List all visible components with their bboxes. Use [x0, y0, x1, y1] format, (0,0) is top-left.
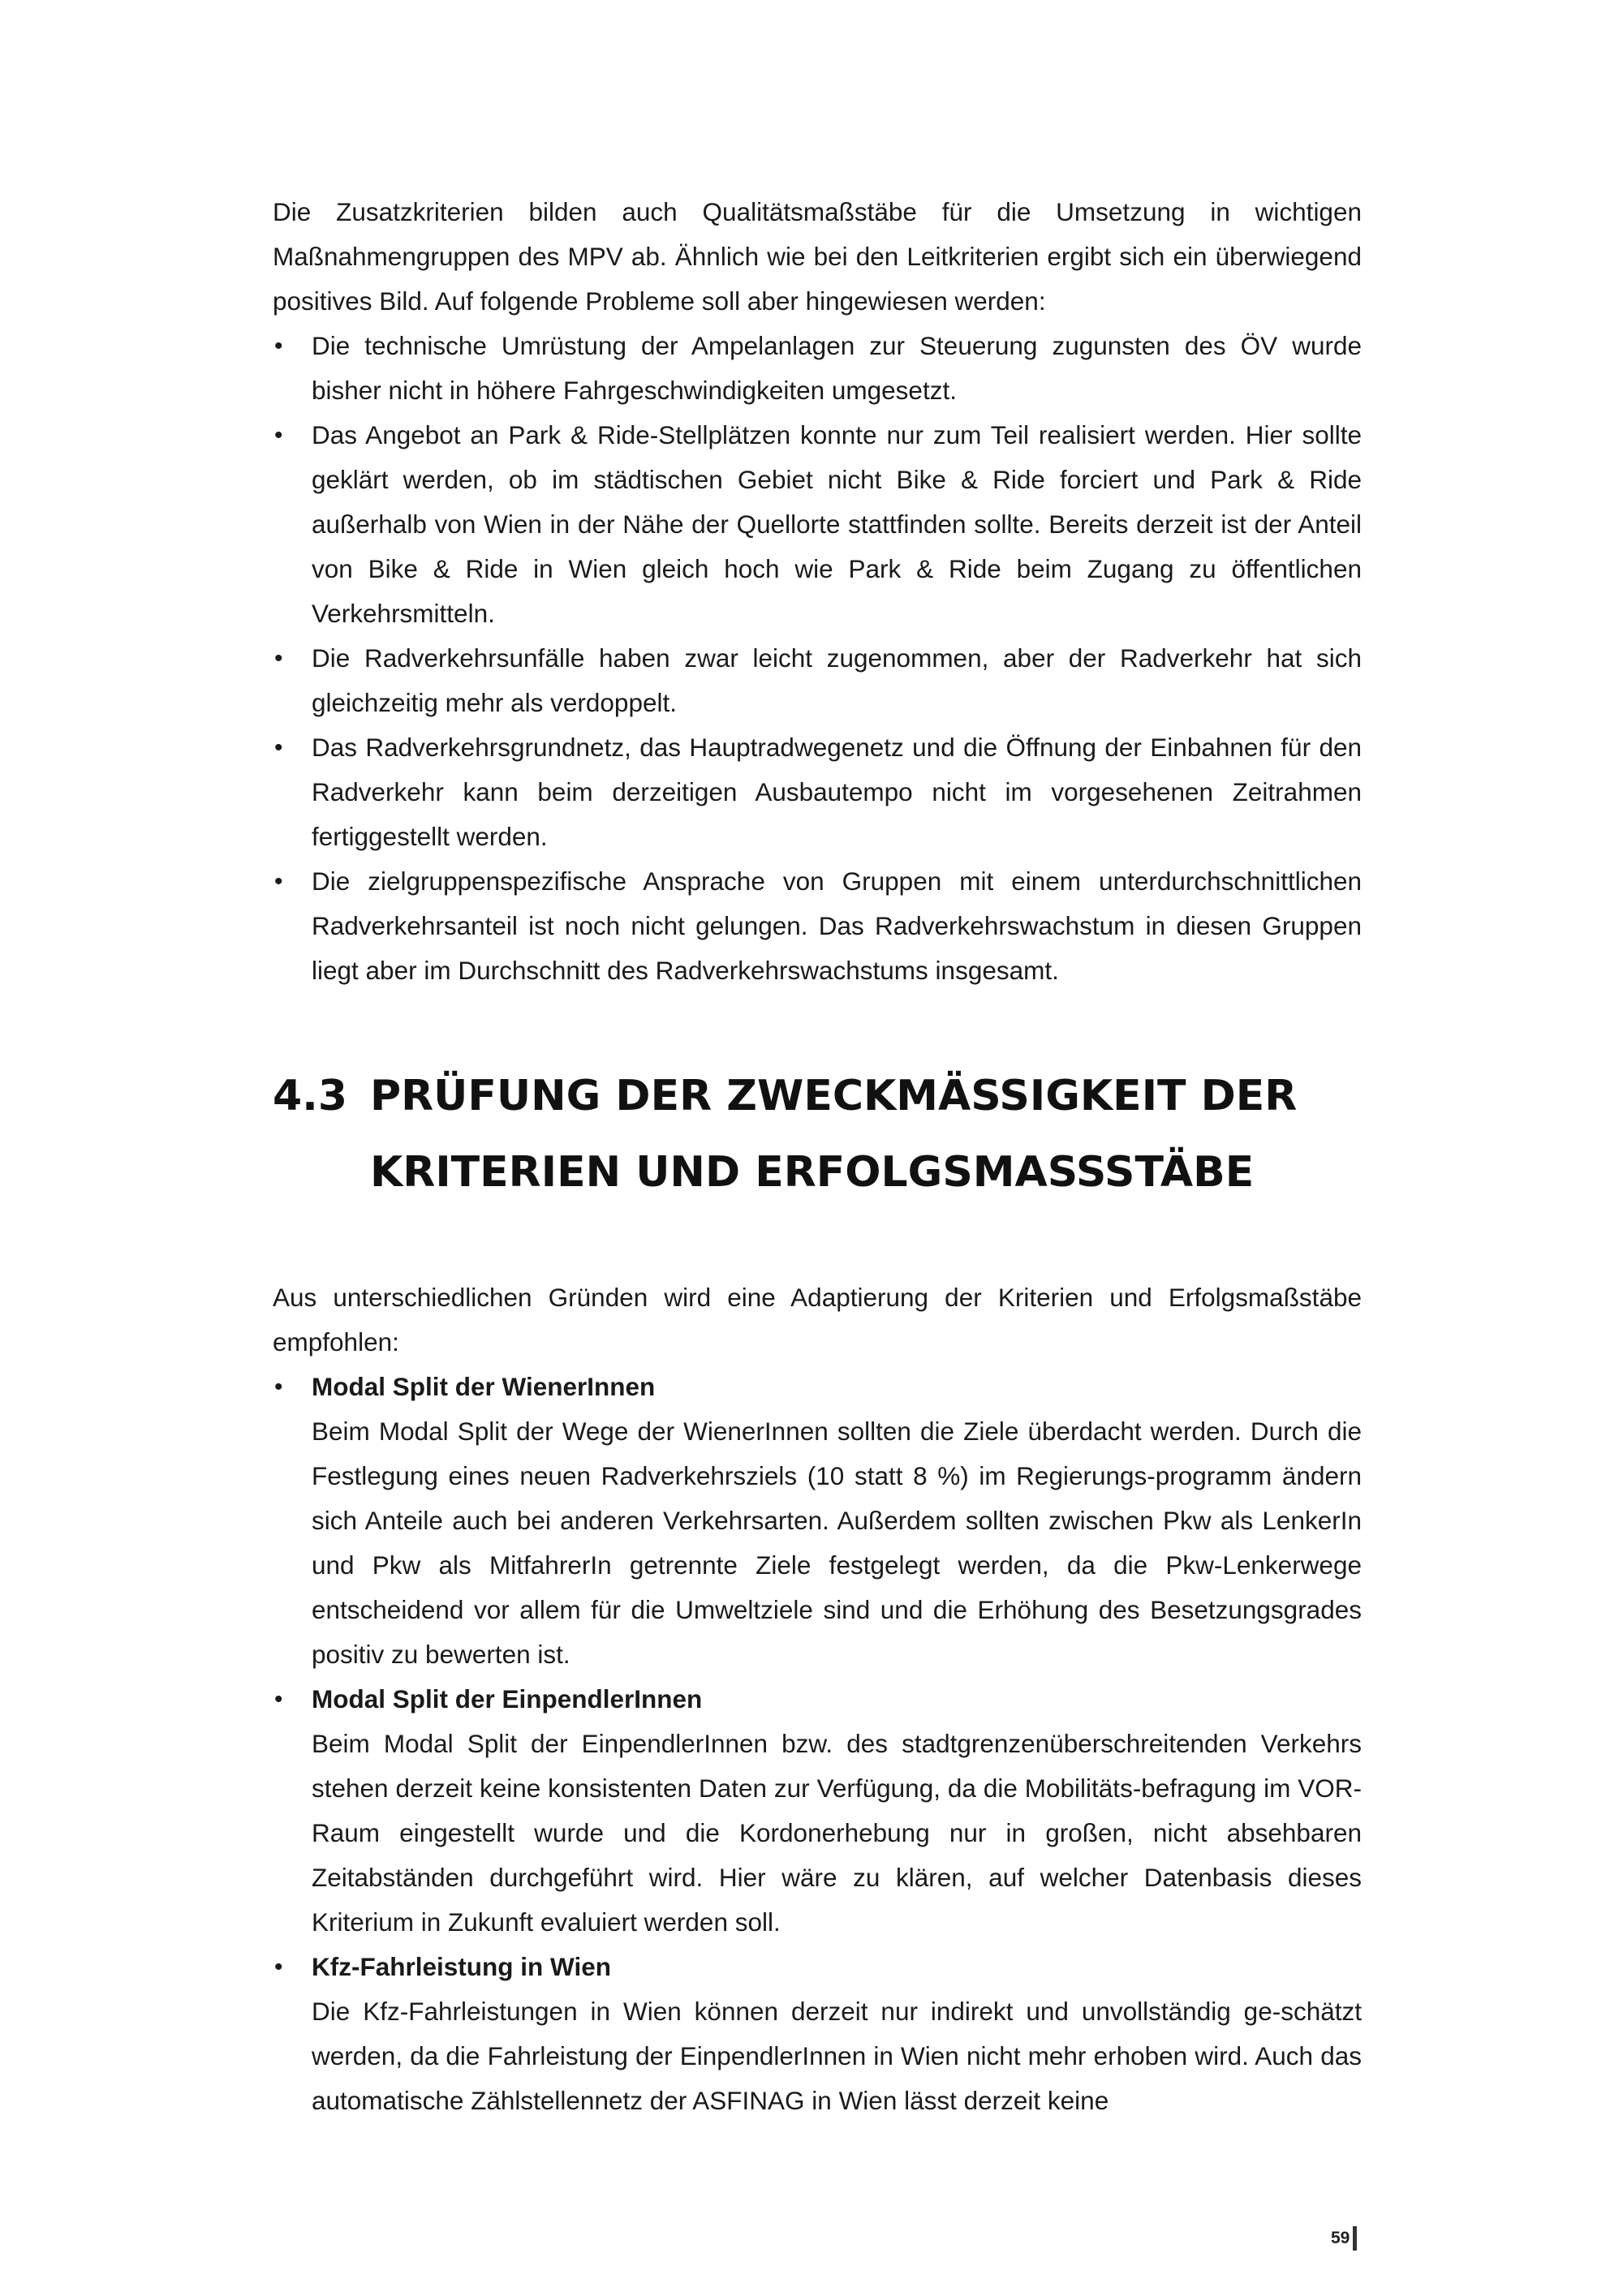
- bullet-text: Die Radverkehrsunfälle haben zwar leicht zugenommen, aber der Radverkehr hat sich gleichzeitig mehr als verdoppelt.: [312, 643, 1362, 717]
- intro-bullet-list: [273, 324, 1362, 993]
- criterion-body: Beim Modal Split der EinpendlerInnen bzw. des stadtgrenzenüberschreitenden Verkehrs stehen derzeit keine konsistenten Daten zur Verfügung, da die Mobilitäts-befragung im VOR-Raum eingestellt wurde und die Kordonerhebung nur in großen, nicht absehbaren Zeitabständen durchgeführt wird. Hier wäre zu klären, auf welcher Datenbasis dieses Kriterium in Zukunft evaluiert werden soll.: [312, 1729, 1362, 1937]
- bullet-text: Die technische Umrüstung der Ampelanlagen zur Steuerung zugunsten des ÖV wurde bisher nicht in höhere Fahrgeschwindigkeiten umgesetzt.: [312, 331, 1362, 405]
- bullet-icon: •: [274, 868, 283, 895]
- criterion-title: Modal Split der EinpendlerInnen: [312, 1684, 703, 1713]
- list-item: [273, 1365, 1362, 1677]
- criterion-title: Kfz-Fahrleistung in Wien: [312, 1952, 611, 1981]
- list-item: [273, 324, 1362, 413]
- list-item: [273, 636, 1362, 725]
- section-title: PRÜFUNG DER ZWECKMÄSSIGKEIT DER KRITERIEN UND ERFOLGSMASSSTÄBE: [370, 1072, 1298, 1197]
- section-paragraph: Aus unterschiedlichen Gründen wird eine Adaptierung der Kriterien und Erfolgsmaßstäbe empfohlen:: [273, 1283, 1362, 1357]
- list-item: [273, 1945, 1362, 2123]
- bullet-icon: •: [274, 1954, 283, 1980]
- bullet-icon: •: [274, 1686, 283, 1713]
- bullet-icon: •: [274, 333, 283, 359]
- list-item: [273, 413, 1362, 636]
- section-heading: [273, 1058, 1362, 1210]
- bullet-icon: •: [274, 645, 283, 672]
- section-number: 4.3: [273, 1072, 348, 1120]
- bullet-text: Die zielgruppenspezifische Ansprache von Gruppen mit einem unterdurchschnittlichen Radverkehrsanteil ist noch nicht gelungen. Das Radverkehrswachstum in diesen Gruppen liegt aber im Durchschnitt des Radverkehrswachstums insgesamt.: [312, 866, 1362, 985]
- intro-paragraph: Die Zusatzkriterien bilden auch Qualitätsmaßstäbe für die Umsetzung in wichtigen Maßnahmengruppen des MPV ab. Ähnlich wie bei den Leitkriterien ergibt sich ein überwiegend positives Bild. Auf folgende Probleme soll aber hingewiesen werden:: [273, 197, 1362, 316]
- criterion-body: Die Kfz-Fahrleistungen in Wien können derzeit nur indirekt und unvollständig ge-schätzt werden, da die Fahrleistung der EinpendlerInnen in Wien nicht mehr erhoben wird. Auch das automatische Zählstellennetz der ASFINAG in Wien lässt derzeit keine: [312, 1997, 1362, 2115]
- bullet-text: Das Radverkehrsgrundnetz, das Hauptradwegenetz und die Öffnung der Einbahnen für den Radverkehr kann beim derzeitigen Ausbautempo nicht im vorgesehenen Zeitrahmen fertiggestellt werden.: [312, 733, 1362, 851]
- page-number-text: 59: [1331, 2229, 1350, 2247]
- bullet-text: Das Angebot an Park & Ride-Stellplätzen konnte nur zum Teil realisiert werden. Hier sollte geklärt werden, ob im städtischen Gebiet nicht Bike & Ride forciert und Park & Ride außerhalb von Wien in der Nähe der Quellorte stattfinden sollte. Bereits derzeit ist der Anteil von Bike & Ride in Wien gleich hoch wie Park & Ride beim Zugang zu öffentlichen Verkehrsmitteln.: [312, 420, 1362, 628]
- criterion-body: Beim Modal Split der Wege der WienerInnen sollten die Ziele überdacht werden. Durch die Festlegung eines neuen Radverkehrsziels (10 statt 8 %) im Regierungs-programm ändern sich Anteile auch bei anderen Verkehrsarten. Außerdem sollten zwischen Pkw als LenkerIn und Pkw als MitfahrerIn getrennte Ziele festgelegt werden, da die Pkw-Lenkerwege entscheidend vor allem für die Umweltziele sind und die Erhöhung des Besetzungsgrades positiv zu bewerten ist.: [312, 1417, 1362, 1669]
- criterion-title: Modal Split der WienerInnen: [312, 1372, 656, 1401]
- bullet-icon: •: [274, 734, 283, 761]
- page-content: [273, 190, 1362, 2123]
- bullet-icon: •: [274, 1374, 283, 1400]
- page-number: [1331, 2226, 1357, 2251]
- list-item: [273, 725, 1362, 859]
- list-item: [273, 1677, 1362, 1945]
- page-number-bar: [1353, 2226, 1357, 2251]
- bullet-icon: •: [274, 422, 283, 449]
- criteria-list: [273, 1365, 1362, 2123]
- list-item: [273, 859, 1362, 993]
